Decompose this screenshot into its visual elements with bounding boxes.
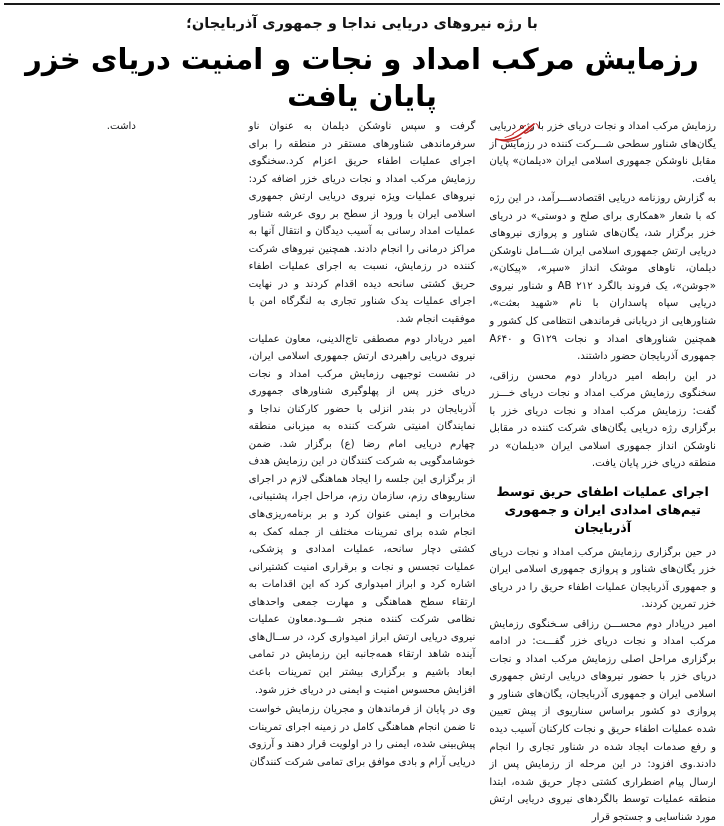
paragraph: گرفت و سپس ناوشکن دیلمان به عنوان ناو سرفرماندهی شناورهای مستقر در منطقه را برای اجرای عملیات اطفاء حریق اعزام کرد.سخنگوی رزمایش مرکب امداد و نجات دریای خزر اضافه کرد: نیروهای عملیات ویژه نیروی دریایی ارتش جمهوری اسلامی ایران با ورود از سطح بر روی عرشه شناور عملیات امداد رسانی به آسیب دیدگان و انتقال آنها به مراکز درمانی را انجام دادند. همچنین نیروهای شرکت کننده در رزمایش، نسبت به اجرای عملیات اطفاء حریق کشتی سانحه دیده اقدام کردند و در نهایت اجرای عملیات یدک شناور تجاری به لنگرگاه امن با موفقیت انجام شد. (248, 121, 476, 326)
paragraph: به گزارش روزنامه دریایی اقتصادســـرآمد، در این رژه که با شعار «همکاری برای صلح و دوستی» در دریای خزر برگزار شد، یگان‌های شناور و پروازی نیروهای دریایی ارتش جمهوری اسلامی ایران شـــامل ناوشکن دیلمان، ناوهای موشک انداز «سپر»، «پیکان»، «جوشن»، یک فروند بالگرد ۲۱۲ AB و شناور نیروی دریایی سپاه پاسداران با نام «شهید بعثت»، شناورهایی از دریابانی فرماندهی انتظامی کل کشور و همچنین شناورهای امداد و نجات G۱۲۹ و A۶۴۰ جمهوری آذربایجان حضور داشتند. (489, 193, 716, 363)
section-subheading: اجرای عملیات اطفای حریق توسط تیم‌های امدادی ایران و جمهوری آذربایجان (496, 483, 709, 535)
top-rule-divider (4, 3, 720, 5)
column-middle (248, 118, 476, 768)
paragraph: امیر دریادار دوم محســـن رزاقی سـخنگوی رزمایش مرکب امداد و نجات دریای خزر گفـــت: در ادامه برگزاری مراحل اصلی رزمایش مرکب امداد و نجات دریای خزر با حضور نیروهای دریایی ارتش جمهوری اسلامی ایران و جمهوری آذربایجان، یگان‌های شناور و پروازی دو کشور براساس سناریوی از پیش تعیین شده عملیات اطفاء حریق و نجات کارکنان آسیب دیده و رفع صدمات ایجاد شده در شناور تجاری را انجام دادند.وی افزود: در این مرحله از رزمایش پس از ارسال پیام اضطراری کشتی دچار حریق شده، ابتدا منطقه عملیات توسط بالگردهای نیروی دریایی ارتش مورد شناسایی و جستجو قرار (489, 618, 716, 823)
column-left (8, 118, 235, 625)
masthead (0, 14, 724, 115)
page-title: رزمایش مرکب امداد و نجات و امنیت دریای خزر پایان یافت (25, 42, 699, 114)
paragraph: داشت. (106, 121, 136, 132)
paragraph: در این رابطه امیر دریادار دوم محسن رزاقی، سخنگوی رزمایش مرکب امداد و نجات دریای خـــزر گفت: رزمایش مرکب امداد و نجات دریای خزر با برگزاری رژه دریایی یگان‌های شرکت کننده در مقابل ناوشکن انداز جمهوری اسلامی ایران «دیلمان» در منطقه دریای خزر پایان یافت. (489, 370, 716, 470)
article-kicker: با رژه نیروهای دریایی نداجا و جمهوری آذربایجان؛ (186, 16, 538, 32)
paragraph: رزمایش مرکب امداد و نجات دریای خزر با رژه دریایی یگان‌های شناور سطحی شـــرکت کننده در رزمایش از مقابل ناوشکن جمهوری اسلامی ایران «دیلمان» پایان یافت. (489, 121, 716, 185)
paragraph: در حین برگزاری رزمایش مرکب امداد و نجات دریای خزر یگان‌های شناور و پروازی جمهوری اسلامی ایران و جمهوری آذربایجان عملیات اطفاء حریق را در دریای خزر تمرین کردند. (489, 546, 716, 611)
column-right (489, 118, 716, 823)
article-columns (8, 118, 716, 823)
paragraph: وی در پایان از فرماندهان و مجریان رزمایش خواست تا ضمن انجام هماهنگی کامل در زمینه اجرای تمرینات پیش‌بینی شده، ایمنی را در اولویت قرار دهند و آرزوی دریایی آرام و بادی موافق برای تمامی شرکت کنندگان (248, 704, 476, 768)
paragraph: امیر دریادار دوم مصطفی تاج‌الدینی، معاون عملیات نیروی دریایی راهبردی ارتش جمهوری اسلامی ایران، در نشست توجیهی رزمایش مرکب امداد و نجات دریای خزر پس از پهلوگیری شناورهای جمهوری آذربایجان در بندر انزلی با حضور کارکنان نداجا و نمایندگان امنیتی شرکت کننده به میزبانی منطقه چهارم دریایی امام رضا (ع) برگزار شد. ضمن خوشامدگویی به شرکت کنندگان در این رزمایش هدف از برگزاری این جلسه را ایجاد هماهنگی لازم در اجرای سناریوهای رزم، سازمان رزم، مراحل اجرا، پشتیبانی، مخابرات و ایمنی عنوان کرد و بر برنامه‌ریزی‌های انجام شده برای تمرینات مختلف از جمله کمک به کشتی دچار سانحه، عملیات امدادی و پزشکی، عملیات تجسس و نجات و برقراری امنیت کشتیرانی اشاره کرد و ابراز امیدواری کرد که این اقدامات به ارتقاء سطح هماهنگی و مهارت جمعی واحدهای نظامی شرکت کننده منجر شـــود.معاون عملیات نیروی دریایی ارتش ابراز امیدواری کرد، در ســال‌های آینده شاهد ارتقاء همه‌جانبه این رزمایش در تمامی ابعاد باشیم و برگزاری بیشتر این تمرینات باعث افزایش محسوس امنیت و ایمنی در دریای خزر شود. (248, 333, 476, 696)
